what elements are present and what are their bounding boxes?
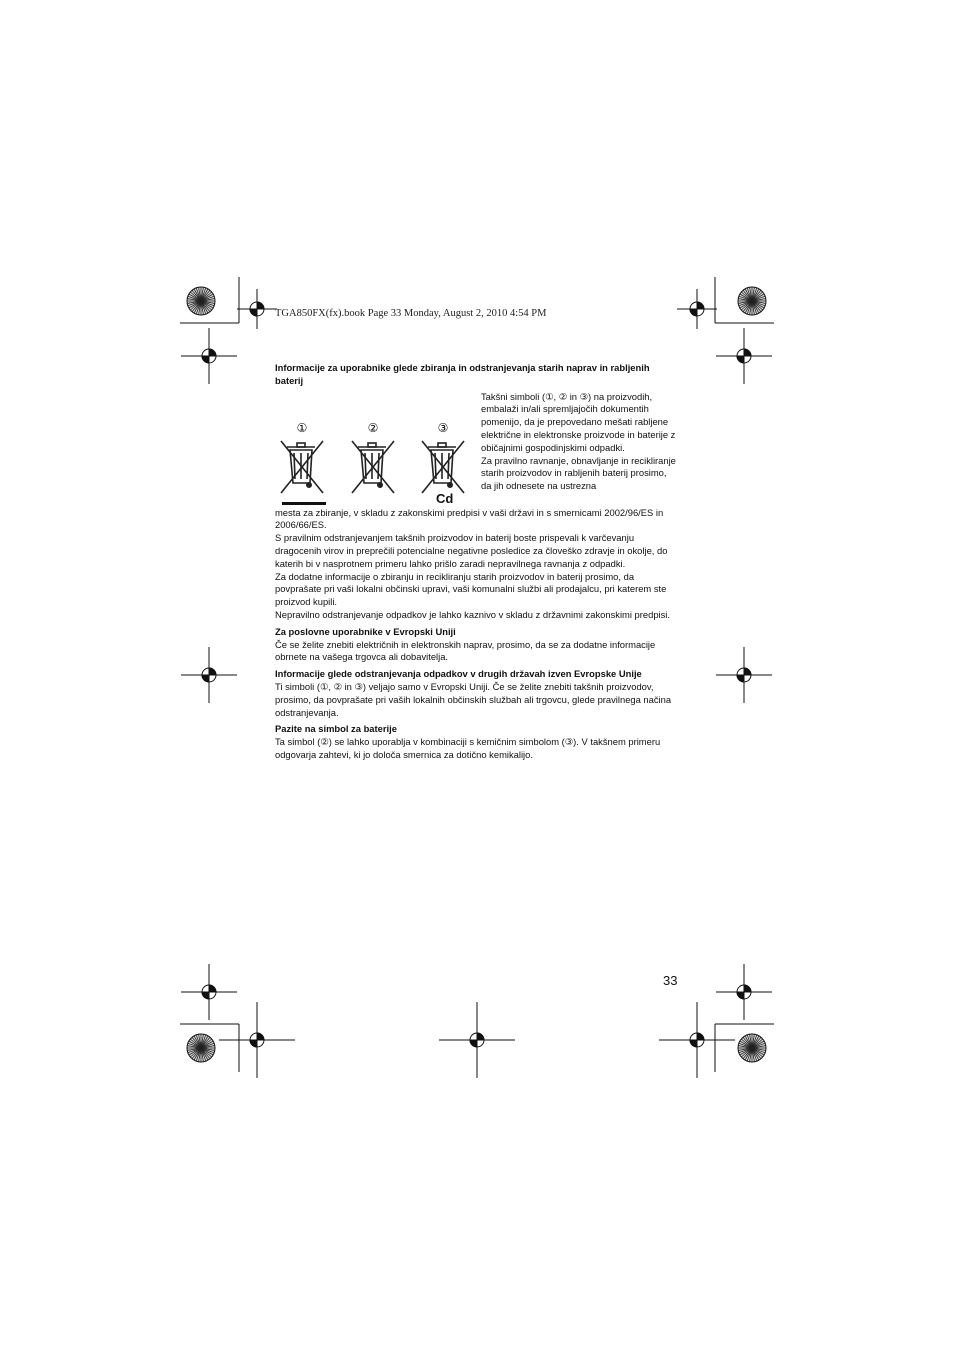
registration-crosshair-icon	[677, 289, 717, 329]
paragraph: Nepravilno odstranjevanje odpadkov je lahko kaznivo v skladu z državnimi zakonskimi predpisi.	[275, 608, 670, 620]
symbol-label-1: ①	[296, 420, 308, 435]
symbols-description	[481, 391, 678, 493]
crossed-out-wheeled-bin-icon	[352, 441, 394, 493]
paragraph: Če se želite znebiti električnih in elektronskih naprav, prosimo, da se za dodatne informacije obrnete na vašega trgovca ali dobavitelja.	[275, 638, 656, 663]
paragraph: Ti simboli (①, ② in ③) veljajo samo v Evropski Uniji. Če se želite znebiti takšnih proizvodov, prosimo, da povprašate pri vaših lokalnih občinskih službah ali trgovcu, glede pravilnega načina odstranjevanja.	[275, 680, 672, 718]
registration-crosshair-icon	[181, 328, 237, 384]
starburst-target-icon	[738, 287, 766, 315]
registration-crosshair-icon	[219, 1002, 295, 1078]
registration-crosshair-icon	[237, 289, 277, 329]
paragraph: Za pravilno ravnanje, obnavljanje in recikliranje starih proizvodov in rabljenih baterij prosimo, da jih odnesete na ustrezna	[481, 454, 676, 492]
cadmium-label: Cd	[436, 490, 454, 506]
section-heading-business: Za poslovne uporabnike v Evropski Uniji	[275, 625, 456, 637]
running-header: TGA850FX(fx).book Page 33 Monday, August 2, 2010 4:54 PM	[275, 308, 547, 319]
symbols-row	[275, 391, 678, 507]
registration-crosshair-icon	[716, 647, 772, 703]
registration-crosshair-icon	[181, 647, 237, 703]
starburst-target-icon	[738, 1034, 766, 1062]
crossed-out-wheeled-bin-icon	[422, 441, 464, 493]
disposal-symbols-graphic	[275, 391, 481, 507]
paragraph: Za dodatne informacije o zbiranju in recikliranju starih proizvodov in baterij prosimo, da povprašate pri vaši lokalni občinski upravi, vaši komunalni službi ali prodajalcu, pri katerem ste proizvod kupili.	[275, 570, 667, 608]
paragraph: S pravilnim odstranjevanjem takšnih proizvodov in baterij boste prispevali k varčevanju dragocenih virov in preprečili potencialne negativne posledice za človeško zdravje in okolje, do katerih bi v nasprotnem primeru lahko prišlo zaradi nepravilnega ravnanja z odpadki.	[275, 532, 668, 569]
bar-marking	[282, 502, 326, 505]
starburst-target-icon	[187, 287, 215, 315]
paragraph: Takšni simboli (①, ② in ③) na proizvodih, embalaži in/ali spremljajočih dokumentih pomenijo, da je prepovedano mešati rabljene električne in elektronske proizvode in baterije z običajnimi gospodinjskimi odpadki.	[481, 390, 676, 453]
page-content	[275, 362, 678, 762]
starburst-target-icon	[187, 1034, 215, 1062]
registration-crosshair-icon	[716, 328, 772, 384]
registration-crosshair-icon	[716, 964, 772, 1020]
registration-crosshair-icon	[181, 964, 237, 1020]
symbol-label-3: ③	[437, 420, 449, 435]
crossed-out-wheeled-bin-icon	[281, 441, 323, 493]
paragraph: mesta za zbiranje, v skladu z zakonskimi predpisi v vaši državi in s smernicami 2002/96/ES in 2006/66/ES.	[275, 506, 664, 531]
section-heading-outside-eu: Informacije glede odstranjevanja odpadkov v drugih državah izven Evropske Unije	[275, 668, 642, 680]
registration-crosshair-icon	[659, 1002, 735, 1078]
section-title: Informacije za uporabnike glede zbiranja in odstranjevanja starih naprav in rabljenih baterij	[275, 362, 650, 386]
paragraph: Ta simbol (②) se lahko uporablja v kombinaciji s kemičnim simbolom (③). V takšnem primeru odgovarja zahtevi, ki jo določa smernica za dotično kemikalijo.	[275, 736, 661, 760]
registration-crosshair-icon	[439, 1002, 515, 1078]
symbol-label-2: ②	[367, 420, 379, 435]
section-heading-battery-symbol: Pazite na simbol za baterije	[275, 723, 397, 735]
page-number: 33	[663, 973, 678, 988]
disposal-symbols	[275, 391, 481, 507]
